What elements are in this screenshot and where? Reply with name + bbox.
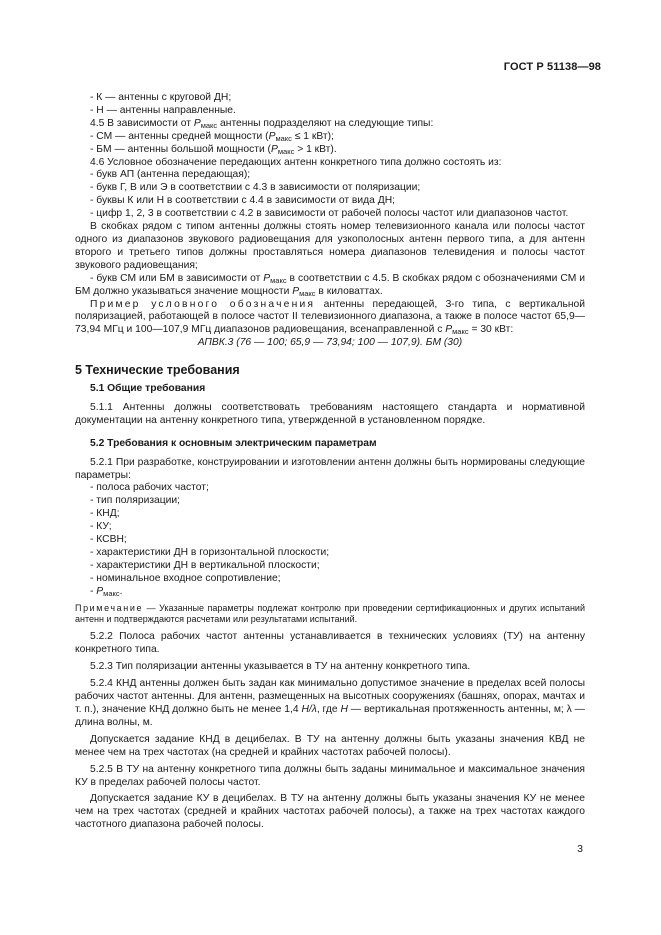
paragraph-5-2-5: 5.2.5 В ТУ на антенну конкретного типа должны быть заданы минимальное и максимальное значения КУ в пределах рабочей полосы частот. (75, 763, 585, 788)
list-item: - КНД; (90, 508, 120, 520)
paragraph: В скобках рядом с типом антенны должны стоять номер телевизионного канала или полосы частот одного из диапазонов звукового радиовещания для узкополосных антенн первого типа, а для антенн второго и третьего типов должны проставляться номера диапазонов телевидения и полосы частот звукового радиовещания; (75, 221, 585, 271)
page-number: 3 (577, 843, 583, 855)
paragraph: Допускается задание КНД в децибелах. В ТУ на антенну должны быть указаны значения КВД не менее чем на трех частотах (на средней и крайних частотах рабочей полосы). (75, 733, 585, 758)
list-item: - тип поляризации; (90, 495, 181, 507)
list-item: - $P_{макс}$. (90, 585, 123, 598)
note-label: Примечание (75, 602, 144, 613)
example-label: Пример условного обозначения (90, 298, 316, 310)
example-paragraph: Пример условного обозначения антенны передающей, 3-го типа, с вертикальной поляризацией, работающей в полосе частот II телевизионного диапазона, а также в полосе частот 65,9—73,94 МГц и 100—107,9 МГц диапазонов радиовещания, всенаправленной с $P_{макс} = 30$ кВт: (75, 298, 585, 337)
note: Примечание — Указанные параметры подлежат контролю при проведении сертификационных и других испытаний антенн и подтверждаются расчетами или результатами испытаний. (75, 602, 585, 625)
list-item: - К — антенны с круговой ДН; (90, 92, 232, 103)
list-item: - буквы К или Н в соответствии с 4.4 в зависимости от вида ДН; (90, 195, 395, 207)
list-item: - характеристики ДН в вертикальной плоскости; (90, 559, 320, 571)
list-item: - КСВН; (90, 534, 127, 546)
page-body (75, 92, 585, 832)
list-item: - цифр 1, 2, 3 в соответствии с 4.2 в зависимости от рабочей полосы частот или диапазонов частот. (90, 208, 569, 220)
list-item: - Н — антенны направленные. (90, 104, 236, 116)
list-item: - номинальное входное сопротивление; (90, 572, 281, 584)
standard-number: ГОСТ Р 51138—98 (503, 61, 601, 73)
list-item: - букв АП (антенна передающая); (90, 169, 251, 181)
list-item: - букв СМ или БМ в зависимости от $P_{макс}$ в соответствии с 4.5. В скобках рядом с обозначениями СМ и БМ должно указываться значение мощности $P_{макс}$ в киловаттах. (75, 272, 585, 298)
paragraph-5-2-4: 5.2.4 КНД антенны должен быть задан как минимально допустимое значение в пределах всей полосы рабочих частот антенны. Для антенн, размещенных на высотных сооружениях (башнях, опорах, мачтах и т. п.), значение КНД должно быть не менее 1,4 H/λ, где H — вертикальная протяженность антенны, м; λ — длина волны, м. (75, 678, 585, 728)
paragraph-4-5: 4.5 В зависимости от $P_{макс}$ антенны подразделяют на следующие типы: (90, 117, 434, 130)
list-item: - букв Г, В или Э в соответствии с 4.3 в зависимости от поляризации; (90, 182, 421, 194)
paragraph-5-2-1: 5.2.1 При разработке, конструировании и изготовлении антенн должны быть нормированы следующие параметры: (75, 456, 585, 481)
list-item: - полоса рабочих частот; (90, 482, 209, 494)
paragraph-5-2-3: 5.2.3 Тип поляризации антенны указывается в ТУ на антенну конкретного типа. (90, 661, 471, 673)
paragraph-5-2-2: 5.2.2 Полоса рабочих частот антенны устанавливается в технических условиях (ТУ) на антенну конкретного типа. (75, 631, 585, 656)
section-5-heading: 5 Технические требования (75, 363, 240, 378)
section-5-2-heading: 5.2 Требования к основным электрическим параметрам (90, 437, 377, 449)
list-item: - БМ — антенны большой мощности ($P_{макс} > 1$ кВт). (90, 143, 337, 156)
paragraph-5-1-1: 5.1.1 Антенны должны соответствовать требованиям настоящего стандарта и нормативной документации на антенну конкретного типа, утвержденной в установленном порядке. (75, 401, 585, 426)
list-item: - характеристики ДН в горизонтальной плоскости; (90, 547, 330, 558)
paragraph-4-6: 4.6 Условное обозначение передающих антенн конкретного типа должно состоять из: (90, 156, 502, 168)
section-5-1-heading: 5.1 Общие требования (90, 383, 206, 395)
paragraph: Допускается задание КУ в децибелах. В ТУ на антенну должны быть указаны значения КУ не менее чем на трех частотах (средней и крайних частотах рабочей полосы), а также на трех частотах каждого частотного диапазона рабочей полосы. (75, 793, 585, 831)
list-item: - КУ; (90, 521, 112, 533)
example-designation: АПВК.3 (76 — 100; 65,9 — 73,94; 100 — 107,9). БМ (30) (197, 337, 463, 349)
list-item: - СМ — антенны средней мощности ($P_{макс} \le 1$ кВт); (90, 130, 334, 143)
